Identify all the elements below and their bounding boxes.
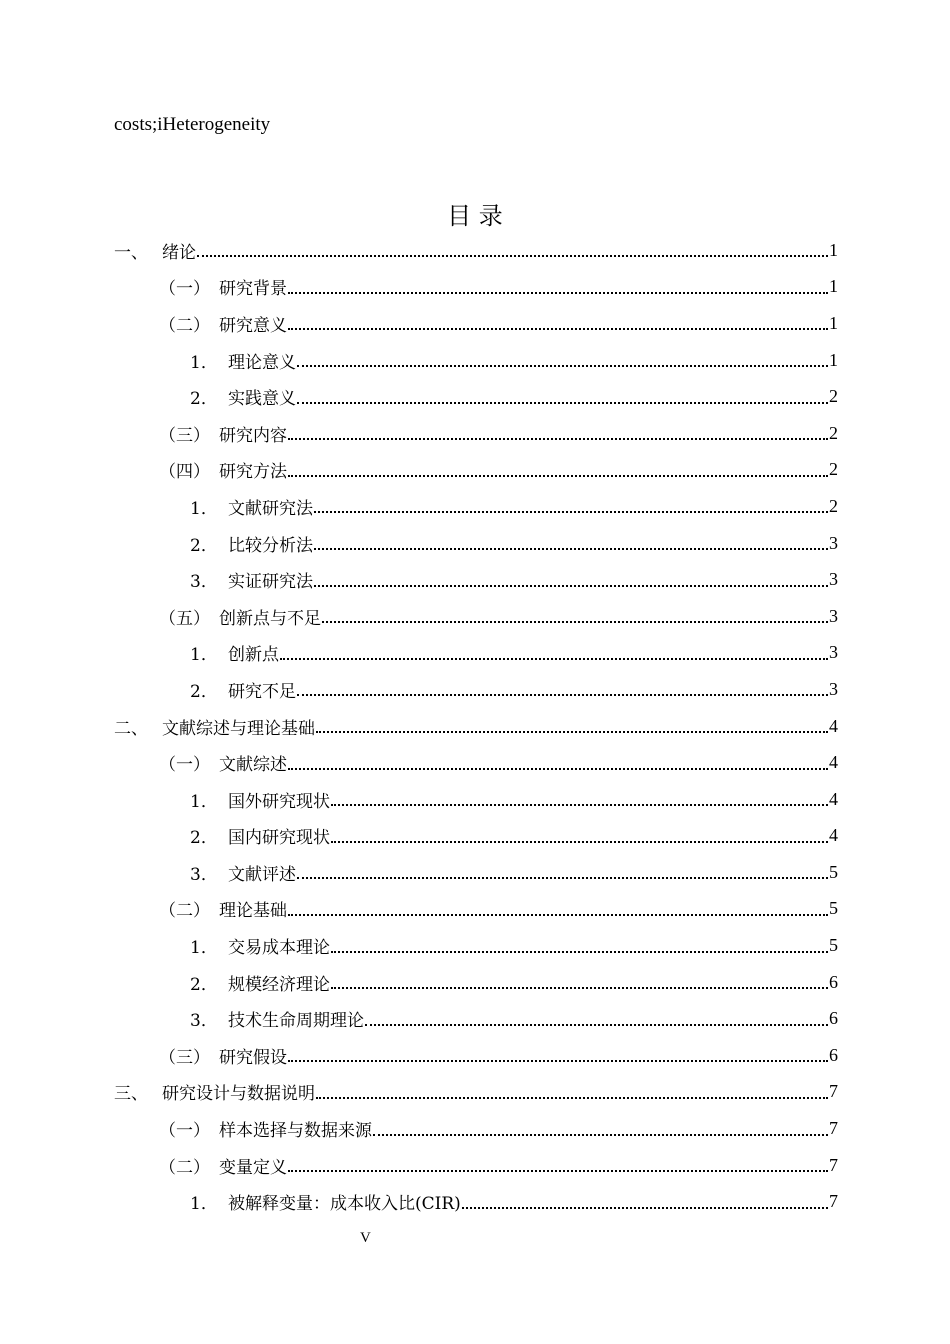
toc-dot-leader (288, 438, 828, 440)
toc-entry-number: （二） (159, 1157, 210, 1178)
toc-entry-page: 6 (829, 1044, 838, 1065)
toc-dot-leader (297, 877, 828, 879)
toc-entry-title: 国内研究现状 (228, 828, 330, 849)
toc-entry-number: 2． (190, 681, 218, 702)
toc-entry-title: 变量定义 (219, 1157, 287, 1178)
toc-entry-title: 研究背景 (219, 279, 287, 300)
toc-entry-number: （一） (159, 1121, 210, 1142)
toc-entry-number: （一） (159, 279, 210, 300)
toc-entry-number: 2． (190, 389, 218, 410)
toc-entry-number: 1． (190, 498, 218, 519)
toc-dot-leader (331, 804, 828, 806)
toc-dot-leader (288, 914, 828, 916)
toc-dot-leader (280, 658, 828, 660)
toc-entry[interactable] (114, 708, 838, 745)
toc-entry-number: 1． (190, 791, 218, 812)
toc-entry[interactable] (114, 415, 838, 452)
toc-entry-title: 文献综述 (219, 755, 287, 776)
toc-entry[interactable] (114, 452, 838, 489)
toc-entry-page: 4 (829, 715, 838, 736)
toc-entry-title: 文献综述与理论基础 (162, 718, 315, 739)
toc-entry[interactable] (114, 1110, 838, 1147)
toc-entry-page: 2 (829, 459, 838, 480)
toc-entry-page: 4 (829, 752, 838, 773)
toc-entry-page: 6 (829, 971, 838, 992)
toc-entry-page: 1 (829, 349, 838, 370)
toc-entry-title: 绪论 (162, 242, 196, 263)
toc-entry[interactable] (114, 744, 838, 781)
toc-entry[interactable] (114, 635, 838, 672)
toc-dot-leader (288, 328, 828, 330)
toc-entry-title: 研究方法 (219, 462, 287, 483)
toc-entry[interactable] (114, 818, 838, 855)
toc-entry-page: 2 (829, 386, 838, 407)
toc-entry[interactable] (114, 927, 838, 964)
toc-entry[interactable] (114, 305, 838, 342)
toc-entry-number: （四） (159, 462, 210, 483)
toc-entry-title: 研究设计与数据说明 (162, 1084, 315, 1105)
toc-entry-title: 创新点 (228, 645, 279, 666)
toc-entry[interactable] (114, 378, 838, 415)
toc-entry-title: 研究不足 (228, 681, 296, 702)
toc-entry-page: 1 (829, 239, 838, 260)
toc-entry-title: 理论基础 (219, 901, 287, 922)
toc-entry-number: 1． (190, 645, 218, 666)
toc-dot-leader (297, 365, 828, 367)
toc-entry-number: （五） (159, 608, 210, 629)
toc-entry-number: 2． (190, 974, 218, 995)
toc-entry-number: 一、 (114, 242, 148, 263)
toc-entry-page: 6 (829, 1008, 838, 1029)
toc-dot-leader (288, 1060, 828, 1062)
toc-entry-page: 3 (829, 678, 838, 699)
toc-dot-leader (197, 255, 828, 257)
toc-entry-page: 3 (829, 605, 838, 626)
toc-entry-page: 5 (829, 935, 838, 956)
toc-entry-title: 比较分析法 (228, 535, 313, 556)
toc-entry-page: 7 (829, 1191, 838, 1212)
toc-dot-leader (314, 511, 828, 513)
toc-entry-page: 3 (829, 569, 838, 590)
toc-entry-title: 技术生命周期理论 (228, 1011, 364, 1032)
toc-dot-leader (314, 585, 828, 587)
toc-entry-title: 被解释变量：成本收入比(CIR) (228, 1194, 461, 1215)
toc-entry[interactable] (114, 561, 838, 598)
toc-entry[interactable] (114, 1183, 838, 1220)
header-text: costs;iHeterogeneity (114, 114, 271, 135)
toc-dot-leader (316, 731, 828, 733)
toc-entry[interactable] (114, 598, 838, 635)
toc-dot-leader (288, 475, 828, 477)
toc-entry-title: 理论意义 (228, 352, 296, 373)
toc-entry-number: （一） (159, 755, 210, 776)
toc-entry-number: （三） (159, 1047, 210, 1068)
toc-entry[interactable] (114, 854, 838, 891)
toc-entry[interactable] (114, 488, 838, 525)
toc-entry[interactable] (114, 891, 838, 928)
toc-dot-leader (297, 402, 828, 404)
toc-entry-page: 7 (829, 1118, 838, 1139)
toc-dot-leader (288, 292, 828, 294)
toc-entry-title: 文献研究法 (228, 498, 313, 519)
toc-entry-number: 二、 (114, 718, 148, 739)
toc-entry[interactable] (114, 342, 838, 379)
page-number: V (360, 1230, 371, 1246)
toc-entry-title: 交易成本理论 (228, 938, 330, 959)
toc-entry-title: 研究假设 (219, 1047, 287, 1068)
toc-entry-page: 7 (829, 1154, 838, 1175)
toc-dot-leader (365, 1024, 828, 1026)
toc-entry-number: 3． (190, 864, 218, 885)
toc-dot-leader (373, 1134, 828, 1136)
toc-entry[interactable] (114, 781, 838, 818)
toc-entry-page: 7 (829, 1081, 838, 1102)
toc-entry-number: （二） (159, 315, 210, 336)
toc-dot-leader (331, 951, 828, 953)
toc-title: 目 录 (447, 202, 503, 230)
toc-entry[interactable] (114, 1000, 838, 1037)
toc-dot-leader (288, 1170, 828, 1172)
toc-entry[interactable] (114, 525, 838, 562)
toc-entry-number: （二） (159, 901, 210, 922)
toc-entry[interactable] (114, 1147, 838, 1184)
toc-entry[interactable] (114, 671, 838, 708)
toc-entry-page: 4 (829, 788, 838, 809)
toc-entry-title: 创新点与不足 (219, 608, 321, 629)
toc-entry-number: 3． (190, 1011, 218, 1032)
toc-entry-number: 三、 (114, 1084, 148, 1105)
toc-entry-page: 1 (829, 312, 838, 333)
toc-entry-title: 样本选择与数据来源 (219, 1121, 372, 1142)
toc-entry-number: （三） (159, 425, 210, 446)
toc-entry-number: 1． (190, 352, 218, 373)
toc-entry-page: 5 (829, 861, 838, 882)
toc-entry-page: 2 (829, 422, 838, 443)
toc-entry-page: 2 (829, 495, 838, 516)
toc-dot-leader (288, 768, 828, 770)
toc-entry-number: 2． (190, 828, 218, 849)
toc-entry-number: 2． (190, 535, 218, 556)
toc-entry[interactable] (114, 269, 838, 306)
toc-dot-leader (297, 694, 828, 696)
toc-entry-title: 规模经济理论 (228, 974, 330, 995)
toc-entry-title: 研究内容 (219, 425, 287, 446)
toc-dot-leader (331, 987, 828, 989)
toc-entry-page: 3 (829, 532, 838, 553)
toc-entry-page: 1 (829, 276, 838, 297)
toc-entry[interactable] (114, 1037, 838, 1074)
toc-entry-title: 实践意义 (228, 389, 296, 410)
toc-dot-leader (462, 1207, 828, 1209)
toc-entry-title: 研究意义 (219, 315, 287, 336)
toc-entry-page: 4 (829, 825, 838, 846)
table-of-contents (114, 232, 838, 1220)
toc-entry-page: 3 (829, 642, 838, 663)
toc-entry-title: 文献评述 (228, 864, 296, 885)
toc-entry-page: 5 (829, 898, 838, 919)
toc-entry-number: 3． (190, 572, 218, 593)
toc-dot-leader (314, 548, 828, 550)
toc-entry-title: 国外研究现状 (228, 791, 330, 812)
toc-entry-title: 实证研究法 (228, 572, 313, 593)
toc-entry[interactable] (114, 232, 838, 269)
toc-entry-number: 1． (190, 938, 218, 959)
toc-entry-number: 1． (190, 1194, 218, 1215)
toc-dot-leader (322, 621, 828, 623)
toc-dot-leader (316, 1097, 828, 1099)
toc-entry[interactable] (114, 964, 838, 1001)
toc-entry[interactable] (114, 1074, 838, 1111)
toc-dot-leader (331, 841, 828, 843)
